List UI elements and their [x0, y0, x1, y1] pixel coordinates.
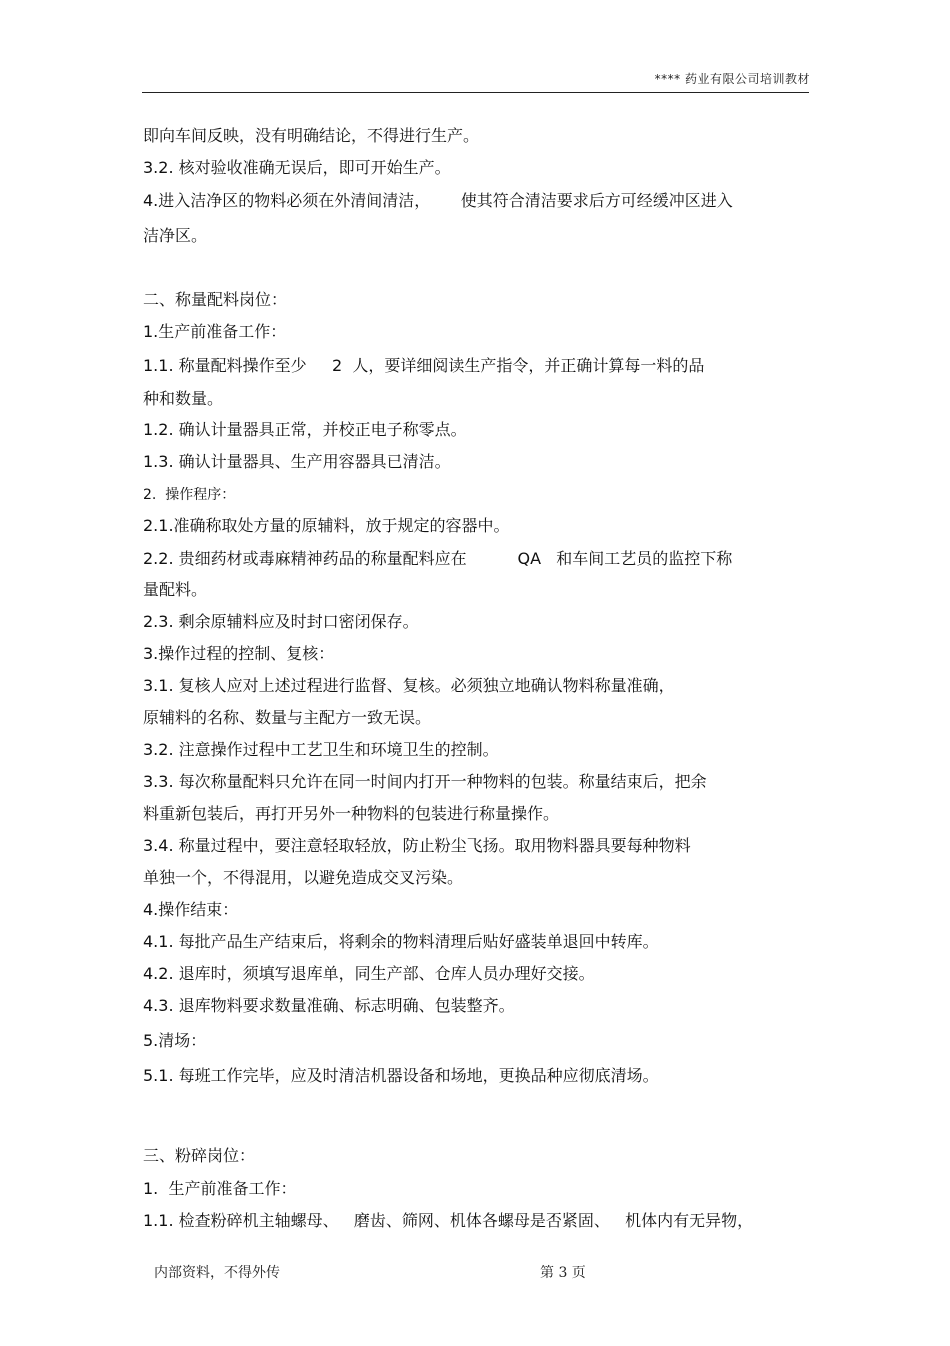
text-line: 4.进入洁净区的物料必须在外清间清洁， 使其符合清洁要求后方可经缓冲区进入 — [143, 191, 733, 210]
text-line: 3.2. 注意操作过程中工艺卫生和环境卫生的控制。 — [143, 740, 499, 759]
section-heading: 三、粉碎岗位： — [143, 1146, 256, 1165]
text-line: 原辅料的名称、数量与主配方一致无误。 — [143, 708, 432, 727]
text-line: 3.4. 称量过程中，要注意轻取轻放，防止粉尘飞扬。取用物料器具要每种物料 — [143, 836, 691, 855]
text-line: 1.1. 称量配料操作至少 2 人，要详细阅读生产指令，并正确计算每一料的品 — [143, 356, 705, 375]
text-line: 2.2. 贵细药材或毒麻精神药品的称量配料应在 QA 和车间工艺员的监控下称 — [143, 549, 733, 568]
subsection-heading: 2. 操作程序： — [143, 487, 236, 503]
subsection-heading: 5.清场： — [143, 1031, 207, 1050]
text-line: 4.1. 每批产品生产结束后，将剩余的物料清理后贴好盛装单退回中转库。 — [143, 932, 659, 951]
subsection-heading: 1.生产前准备工作： — [143, 322, 287, 341]
text-line: 3.2. 核对验收准确无误后，即可开始生产。 — [143, 158, 451, 177]
text-line: 洁净区。 — [143, 226, 208, 245]
subsection-heading: 3.操作过程的控制、复核： — [143, 644, 335, 663]
text-line: 料重新包装后，再打开另外一种物料的包装进行称量操作。 — [143, 804, 560, 823]
text-line: 单独一个，不得混用，以避免造成交叉污染。 — [143, 868, 464, 887]
footer-notice: 内部资料，不得外传 — [154, 1265, 280, 1281]
text-line: 5.1. 每班工作完毕，应及时清洁机器设备和场地，更换品种应彻底清场。 — [143, 1066, 659, 1085]
section-heading: 二、称量配料岗位： — [143, 290, 288, 309]
header-title: **** 药业有限公司培训教材 — [654, 72, 810, 86]
page-number: 第 3 页 — [540, 1265, 586, 1281]
text-line: 1.1. 检查粉碎机主轴螺母、 磨齿、筛网、机体各螺母是否紧固、 机体内有无异物， — [143, 1211, 754, 1230]
subsection-heading: 4.操作结束： — [143, 900, 239, 919]
text-line: 2.3. 剩余原辅料应及时封口密闭保存。 — [143, 612, 419, 631]
text-line: 1.3. 确认计量器具、生产用容器具已清洁。 — [143, 452, 451, 471]
text-line: 2.1.准确称取处方量的原辅料，放于规定的容器中。 — [143, 516, 510, 535]
text-line: 4.3. 退库物料要求数量准确、标志明确、包装整齐。 — [143, 996, 515, 1015]
text-line: 3.3. 每次称量配料只允许在同一时间内打开一种物料的包装。称量结束后，把余 — [143, 772, 707, 791]
text-line: 4.2. 退库时，须填写退库单，同生产部、仓库人员办理好交接。 — [143, 964, 595, 983]
text-line: 1.2. 确认计量器具正常，并校正电子称零点。 — [143, 420, 467, 439]
text-line: 种和数量。 — [143, 389, 224, 408]
text-line: 即向车间反映，没有明确结论，不得进行生产。 — [143, 126, 480, 145]
header-divider — [142, 92, 809, 93]
text-line: 3.1. 复核人应对上述过程进行监督、复核。必须独立地确认物料称量准确， — [143, 676, 675, 695]
text-line: 量配料。 — [143, 580, 208, 599]
subsection-heading: 1. 生产前准备工作： — [143, 1179, 297, 1198]
